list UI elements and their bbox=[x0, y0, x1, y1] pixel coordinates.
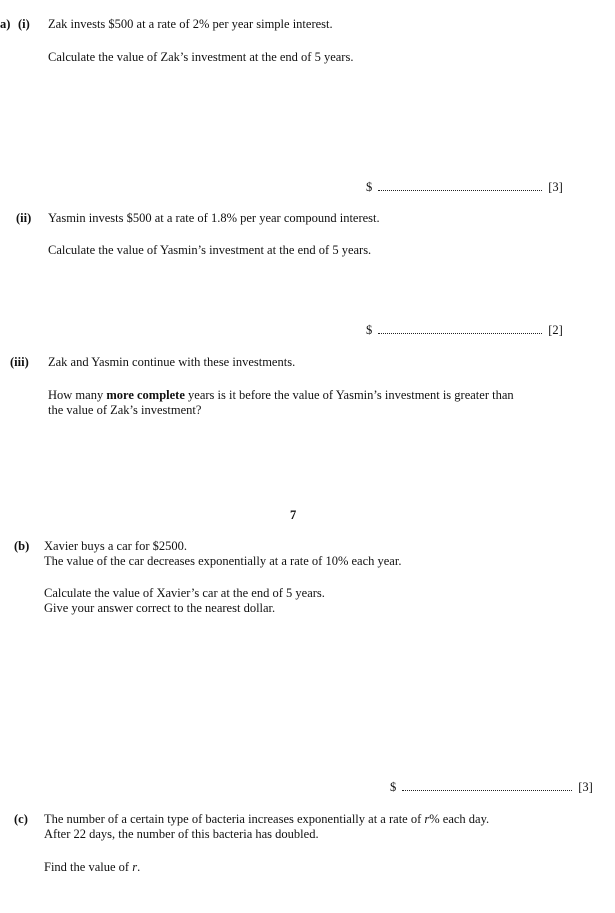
variable-r: r bbox=[132, 860, 138, 874]
part-b-label: (b) bbox=[14, 539, 30, 553]
part-c-line2: After 22 days, the number of this bacteria has doubled. bbox=[44, 827, 319, 841]
page-number: 7 bbox=[290, 508, 297, 522]
part-c-line1 bbox=[44, 812, 489, 827]
answer-dotted-line bbox=[402, 789, 572, 791]
part-c-label: (c) bbox=[14, 812, 28, 826]
part-b-line4: Give your answer correct to the nearest dollar. bbox=[44, 601, 276, 615]
part-a-i-label: (i) bbox=[18, 17, 30, 31]
answer-unit: $ bbox=[366, 323, 373, 337]
part-b-line1: Xavier buys a car for $2500. bbox=[44, 539, 188, 553]
answer-unit: $ bbox=[366, 180, 373, 194]
part-a-label-fragment: a) bbox=[0, 17, 11, 31]
question-text: % each day. bbox=[429, 812, 490, 826]
marks-label: [2] bbox=[548, 323, 563, 337]
question-emphasis: more complete bbox=[106, 388, 185, 402]
part-a-iii-label: (iii) bbox=[10, 355, 29, 369]
answer-unit: $ bbox=[390, 780, 397, 794]
answer-line-a-ii[interactable] bbox=[366, 323, 563, 338]
answer-dotted-line bbox=[378, 189, 542, 191]
question-text: . bbox=[137, 860, 141, 874]
part-a-ii-line2: Calculate the value of Yasmin’s investment at the end of 5 years. bbox=[48, 243, 372, 257]
marks-label: [3] bbox=[548, 180, 563, 194]
part-a-iii-line1: Zak and Yasmin continue with these investments. bbox=[48, 355, 296, 369]
part-c-line3 bbox=[44, 860, 140, 875]
part-a-ii-line1: Yasmin invests $500 at a rate of 1.8% per year compound interest. bbox=[48, 211, 380, 225]
variable-r: r bbox=[424, 812, 430, 826]
part-a-iii-question-line1 bbox=[48, 388, 514, 403]
part-a-i-line1: Zak invests $500 at a rate of 2% per year simple interest. bbox=[48, 17, 333, 31]
part-a-iii-question-line2: the value of Zak’s investment? bbox=[48, 403, 202, 417]
answer-line-a-i[interactable] bbox=[366, 180, 563, 195]
marks-label: [3] bbox=[578, 780, 593, 794]
answer-dotted-line bbox=[378, 332, 542, 334]
question-text: How many bbox=[48, 388, 107, 402]
part-b-line2: The value of the car decreases exponentially at a rate of 10% each year. bbox=[44, 554, 402, 568]
part-b-line3: Calculate the value of Xavier’s car at the end of 5 years. bbox=[44, 586, 325, 600]
answer-line-b[interactable] bbox=[390, 780, 593, 795]
part-a-ii-label: (ii) bbox=[16, 211, 32, 225]
question-text: years is it before the value of Yasmin’s investment is greater than bbox=[184, 388, 514, 402]
question-text: The number of a certain type of bacteria increases exponentially at a rate of bbox=[44, 812, 425, 826]
question-text: Find the value of bbox=[44, 860, 133, 874]
part-a-i-line2: Calculate the value of Zak’s investment at the end of 5 years. bbox=[48, 50, 354, 64]
